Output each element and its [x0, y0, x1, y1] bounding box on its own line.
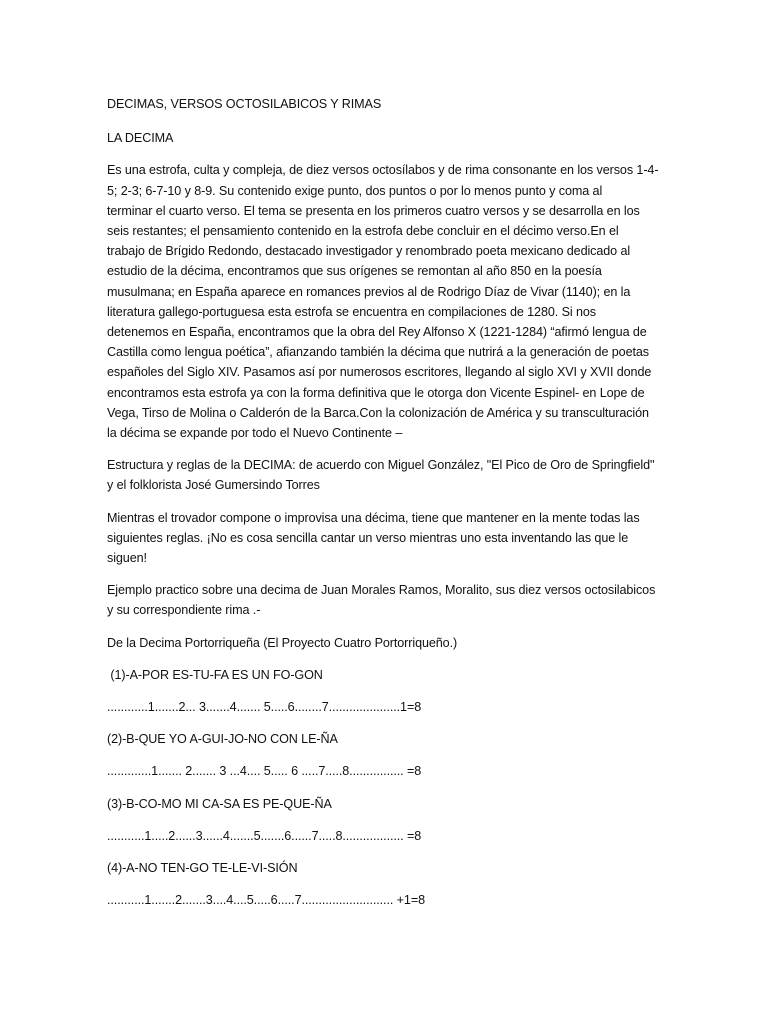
- paragraph-line: seis restantes; el pensamiento contenido en la estrofa debe concluir en el décimo verso.En el: [107, 224, 619, 239]
- paragraph-decima-origins: [107, 160, 667, 443]
- document-page: [107, 94, 667, 923]
- paragraph-line: siguientes reglas. ¡No es cosa sencilla cantar un verso mientras uno esta inventando las que le: [107, 530, 629, 545]
- paragraph-example: [107, 580, 667, 620]
- paragraph-line: siguen!: [107, 551, 147, 566]
- paragraph-line: Vega, Tirso de Molina o Calderón de la Barca.Con la colonización de América y su transculturación: [107, 405, 649, 420]
- paragraph-line: Es una estrofa, culta y compleja, de diez versos octosílabos y de rima consonante en los versos 1-4-: [107, 163, 659, 178]
- paragraph-line: literatura gallego-portuguesa esta estrofa se encuentra en compilaciones de 1280. Si nos: [107, 304, 596, 319]
- document-title: DECIMAS, VERSOS OCTOSILABICOS Y RIMAS: [107, 97, 382, 111]
- syllable-count-1: ............1.......2... 3.......4....... 5.....6........7.....................1=8: [107, 700, 422, 715]
- paragraph-line: Castilla como lengua poética”, afianzando también la décima que nutrirá a la generación de poetas: [107, 345, 649, 360]
- paragraph-line: musulmana; en España aparece en romances previos al de Rodrigo Díaz de Vivar (1140); en la: [107, 284, 631, 299]
- paragraph-source: De la Decima Portorriqueña (El Proyecto Cuatro Portorriqueño.): [107, 635, 458, 650]
- paragraph-trovador: [107, 508, 667, 569]
- paragraph-line: españoles del Siglo XIV. Pasamos así por numerosos escritores, llegando al siglo XVI y XVII donde: [107, 365, 652, 380]
- paragraph-line: encontramos esta estrofa ya con la forma definitiva que le otorga don Vicente Espinel- en Lope de: [107, 385, 645, 400]
- paragraph-line: Mientras el trovador compone o improvisa una décima, tiene que mantener en la mente todas las: [107, 510, 640, 525]
- syllable-count-4: ...........1.......2.......3....4....5.....6.....7........................... +1=8: [107, 893, 425, 908]
- paragraph-structure-rules: [107, 455, 667, 495]
- paragraph-line: trabajo de Brígido Redondo, destacado investigador y renombrado poeta mexicano dedicado al: [107, 244, 631, 259]
- paragraph-line: y su correspondiente rima .-: [107, 603, 261, 618]
- paragraph-line: estudio de la décima, encontramos que sus orígenes se remontan al año 850 en la poesía: [107, 264, 602, 279]
- paragraph-line: Ejemplo practico sobre una decima de Juan Morales Ramos, Moralito, sus diez versos octosilabicos: [107, 583, 656, 598]
- syllable-count-3: ...........1.....2......3......4.......5.......6......7.....8.................. =8: [107, 828, 422, 843]
- paragraph-line: 5; 2-3; 6-7-10 y 8-9. Su contenido exige punto, dos puntos o por lo menos punto y coma al: [107, 183, 603, 198]
- paragraph-line: detenemos en España, encontramos que la obra del Rey Alfonso X (1221-1284) “afirmó lengua de: [107, 325, 647, 340]
- verse-line-1: (1)-A-POR ES-TU-FA ES UN FO-GON: [107, 667, 323, 682]
- paragraph-line: y el folklorista José Gumersindo Torres: [107, 478, 320, 493]
- verse-line-3: (3)-B-CO-MO MI CA-SA ES PE-QUE-ÑA: [107, 796, 332, 811]
- section-heading: LA DECIMA: [107, 131, 174, 146]
- verse-line-4: (4)-A-NO TEN-GO TE-LE-VI-SIÓN: [107, 861, 298, 876]
- paragraph-line: Estructura y reglas de la DECIMA: de acuerdo con Miguel González, "El Pico de Oro de Springfield": [107, 458, 655, 473]
- paragraph-line: la décima se expande por todo el Nuevo Continente –: [107, 426, 403, 441]
- verse-line-2: (2)-B-QUE YO A-GUI-JO-NO CON LE-ÑA: [107, 732, 338, 747]
- syllable-count-2: .............1....... 2....... 3 ...4.... 5..... 6 .....7.....8................ =8: [107, 764, 422, 779]
- paragraph-line: terminar el cuarto verso. El tema se presenta en los primeros cuatro versos y se desarrolla en los: [107, 203, 640, 218]
